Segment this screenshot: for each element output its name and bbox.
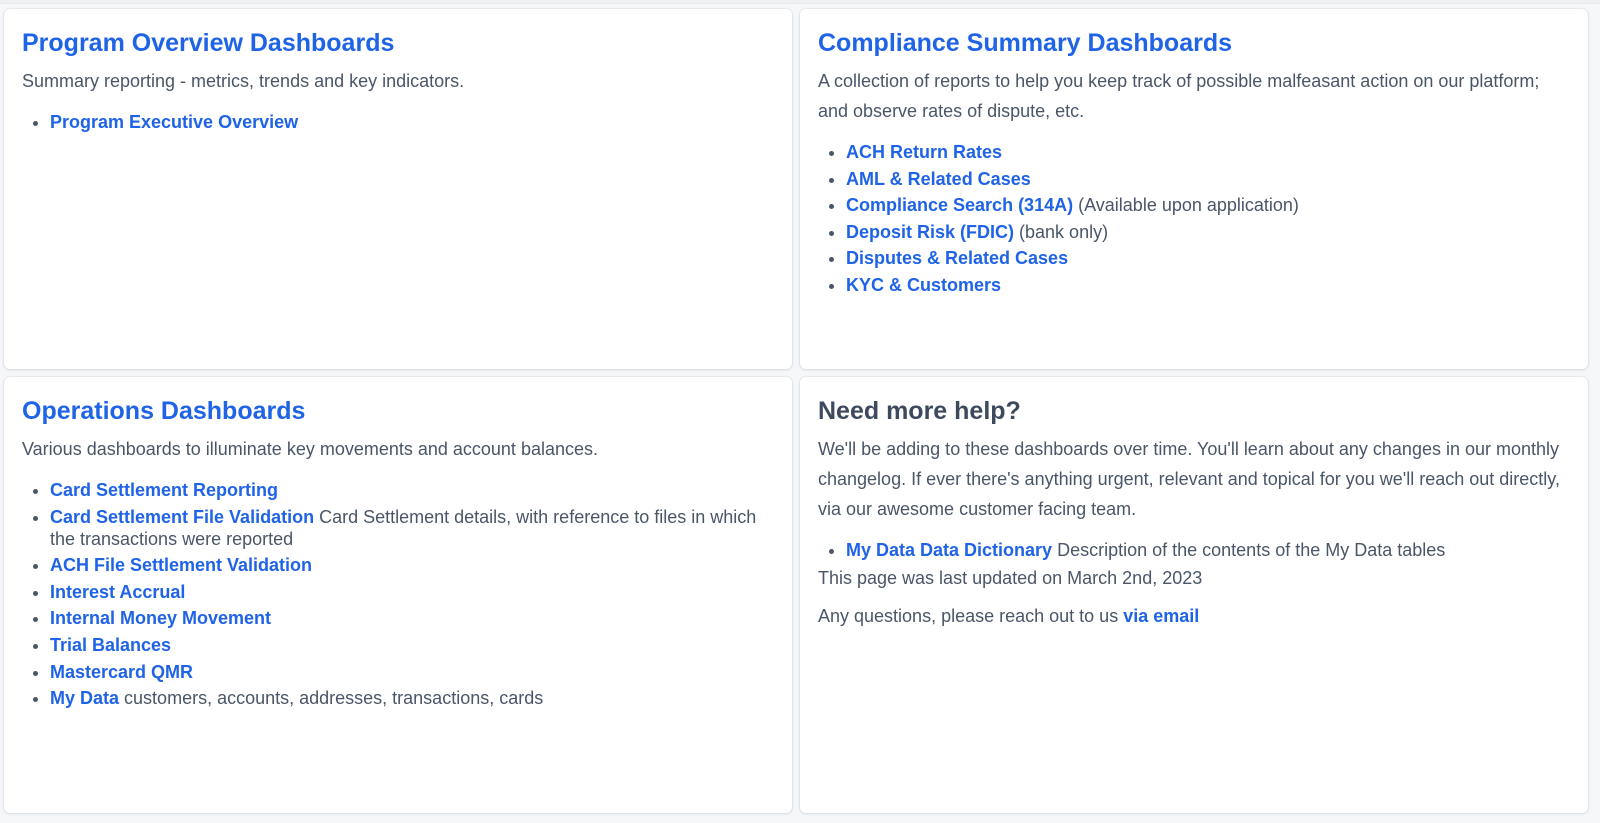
my-data-dictionary-note: Description of the contents of the My Data tables bbox=[1057, 540, 1446, 560]
top-header-strip bbox=[0, 0, 1600, 4]
program-overview-link-list bbox=[22, 111, 774, 133]
operations-title: Operations Dashboards bbox=[22, 397, 306, 425]
card-settlement-reporting-link[interactable]: Card Settlement Reporting bbox=[50, 480, 279, 500]
ach-file-settlement-validation-link[interactable]: ACH File Settlement Validation bbox=[50, 555, 313, 576]
compliance-summary-card bbox=[800, 9, 1588, 369]
last-updated-text: This page was last updated on March 2nd, 2023 bbox=[818, 568, 1203, 588]
contact-text: Any questions, please reach out to us bbox=[818, 606, 1119, 626]
list-item bbox=[50, 634, 774, 656]
deposit-risk-note: (bank only) bbox=[1019, 221, 1109, 242]
kyc-customers-link[interactable]: KYC & Customers bbox=[846, 274, 1002, 295]
card-settlement-file-validation-link[interactable]: Card Settlement File Validation bbox=[50, 506, 315, 527]
operations-card bbox=[4, 377, 792, 813]
list-item bbox=[50, 111, 774, 133]
list-item bbox=[846, 141, 1570, 163]
card-settlement-file-validation-note: Card Settlement details, with reference to files in which the transactions were reported bbox=[50, 506, 757, 549]
list-item bbox=[50, 581, 774, 603]
mastercard-qmr-link[interactable]: Mastercard QMR bbox=[50, 661, 194, 682]
list-item bbox=[50, 687, 774, 709]
interest-accrual-link[interactable]: Interest Accrual bbox=[50, 581, 186, 602]
help-link-list bbox=[818, 539, 1570, 561]
compliance-search-314a-link[interactable]: Compliance Search (314A) bbox=[846, 195, 1074, 216]
my-data-note: customers, accounts, addresses, transactions, cards bbox=[124, 688, 544, 709]
operations-description: Various dashboards to illuminate key movements and account balances. bbox=[22, 439, 598, 459]
list-item bbox=[50, 554, 774, 576]
my-data-link[interactable]: My Data bbox=[50, 688, 120, 709]
list-item bbox=[50, 479, 774, 501]
list-item bbox=[846, 247, 1570, 269]
aml-related-cases-link[interactable]: AML & Related Cases bbox=[846, 168, 1031, 189]
compliance-summary-title: Compliance Summary Dashboards bbox=[818, 29, 1233, 57]
email-contact-link[interactable]: via email bbox=[1123, 606, 1200, 626]
deposit-risk-fdic-link[interactable]: Deposit Risk (FDIC) bbox=[846, 221, 1015, 242]
list-item bbox=[50, 506, 774, 550]
help-title: Need more help? bbox=[818, 397, 1021, 425]
contact-line bbox=[818, 605, 1570, 627]
compliance-summary-description: A collection of reports to help you keep track of possible malfeasant action on our platform; and observe rates of dispute, etc. bbox=[818, 71, 1540, 121]
operations-link-list bbox=[22, 479, 774, 709]
compliance-search-note: (Available upon application) bbox=[1078, 195, 1299, 216]
internal-money-movement-link[interactable]: Internal Money Movement bbox=[50, 608, 272, 629]
disputes-related-cases-link[interactable]: Disputes & Related Cases bbox=[846, 248, 1069, 269]
ach-return-rates-link[interactable]: ACH Return Rates bbox=[846, 142, 1003, 162]
program-overview-description: Summary reporting - metrics, trends and key indicators. bbox=[22, 71, 465, 91]
program-overview-card bbox=[4, 9, 792, 369]
my-data-dictionary-link[interactable]: My Data Data Dictionary bbox=[846, 540, 1053, 560]
list-item bbox=[846, 274, 1570, 296]
program-overview-title: Program Overview Dashboards bbox=[22, 29, 395, 57]
program-executive-overview-link[interactable]: Program Executive Overview bbox=[50, 112, 299, 132]
list-item bbox=[846, 168, 1570, 190]
help-description: We'll be adding to these dashboards over time. You'll learn about any changes in our monthly changelog. If ever there's anything urgent, relevant and topical for you we'll reach out directly, via our awesome customer facing team. bbox=[818, 439, 1560, 519]
trial-balances-link[interactable]: Trial Balances bbox=[50, 634, 172, 655]
list-item bbox=[846, 194, 1570, 216]
compliance-link-list bbox=[818, 141, 1570, 296]
help-card bbox=[800, 377, 1588, 813]
list-item bbox=[846, 539, 1570, 561]
list-item bbox=[50, 661, 774, 683]
list-item bbox=[846, 221, 1570, 243]
list-item bbox=[50, 607, 774, 629]
